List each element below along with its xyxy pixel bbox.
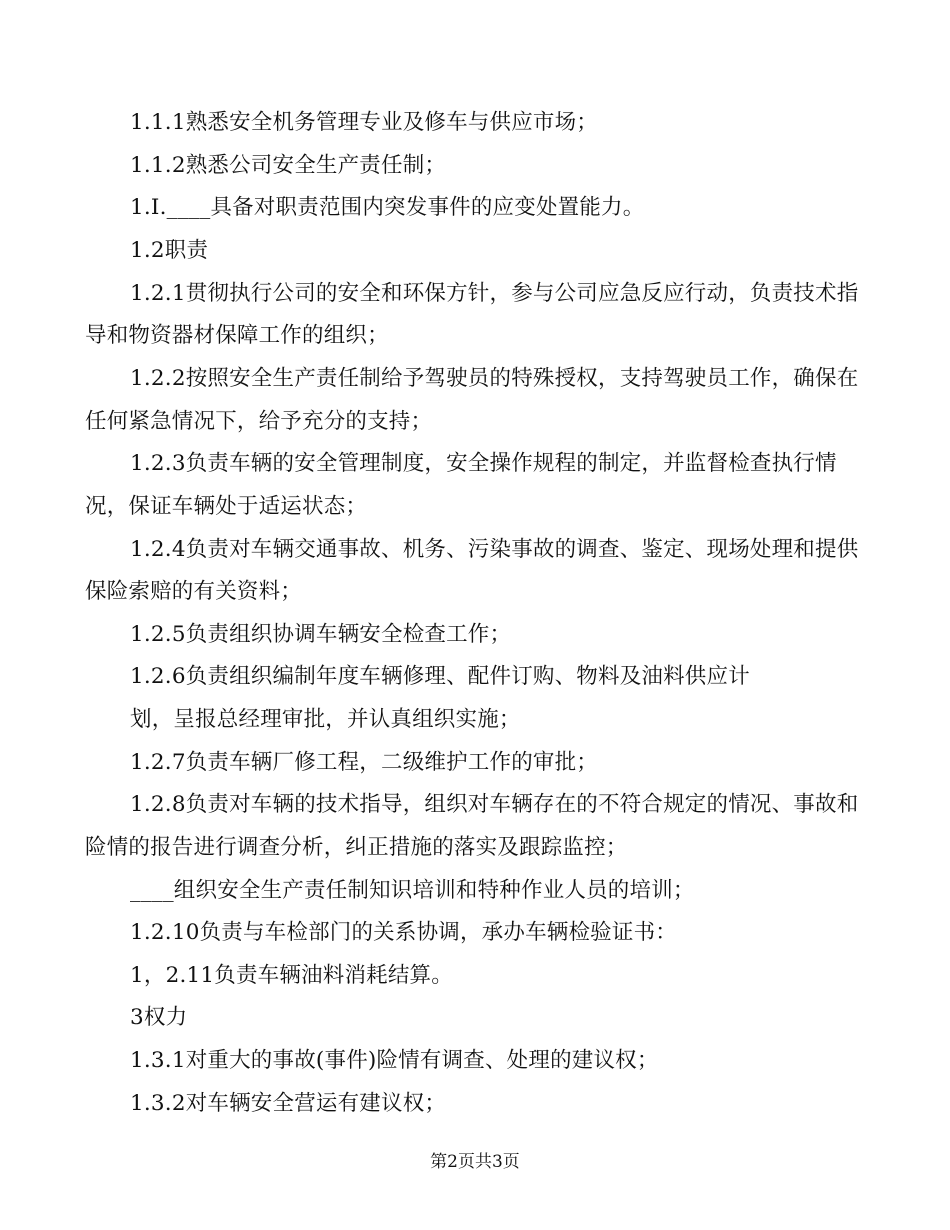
paragraph-line: 1.2.6负责组织编制年度车辆修理、配件订购、物料及油料供应计 [130,664,750,689]
paragraph-line: 1.I.____具备对职责范围内突发事件的应变处置能力。 [130,195,645,220]
paragraph-line: 导和物资器材保障工作的组织； [85,323,389,348]
paragraph-line: 任何紧急情况下，给予充分的支持； [85,409,433,434]
paragraph-line: ____组织安全生产责任制知识培训和特种作业人员的培训； [130,878,695,903]
paragraph-line: 1.3.1对重大的事故(事件)险情有调查、处理的建议权； [130,1048,659,1073]
paragraph-line: 1.2.5负责组织协调车辆安全检查工作； [130,622,512,647]
paragraph-line: 划，呈报总经理审批，并认真组织实施； [130,707,521,732]
paragraph-line: 况，保证车辆处于适运状态； [85,494,368,519]
paragraph-line: 1.2.4负责对车辆交通事故、机务、污染事故的调查、鉴定、现场处理和提供 [130,537,859,562]
paragraph-line: 1.3.2对车辆安全营运有建议权； [130,1091,447,1116]
page-number: 第2页共3页 [430,1152,520,1172]
paragraph-line: 1.1.2熟悉公司安全生产责任制； [130,153,447,178]
paragraph-line: 1.1.1熟悉安全机务管理专业及修车与供应市场； [130,110,599,135]
paragraph-line: 1.2.8负责对车辆的技术指导，组织对车辆存在的不符合规定的情况、事故和 [130,792,859,817]
section-heading: 3权力 [130,1005,188,1030]
paragraph-line: 1.2.3负责车辆的安全管理制度，安全操作规程的制定，并监督检查执行情 [130,451,837,476]
section-heading: 1.2职责 [130,238,209,263]
paragraph-line: 1.2.7负责车辆厂修工程，二级维护工作的审批； [130,750,599,775]
paragraph-line: 险情的报告进行调查分析，纠正措施的落实及跟踪监控； [85,835,628,860]
paragraph-line: 1.2.10负责与车检部门的关系协调，承办车辆检验证书： [130,920,677,945]
paragraph-line: 1.2.2按照安全生产责任制给予驾驶员的特殊授权，支持驾驶员工作，确保在 [130,366,859,391]
paragraph-line: 保险索赔的有关资料； [85,579,303,604]
paragraph-line: 1.2.1贯彻执行公司的安全和环保方针，参与公司应急反应行动，负责技术指 [130,281,859,306]
paragraph-line: 1，2.11负责车辆油料消耗结算。 [130,963,453,988]
